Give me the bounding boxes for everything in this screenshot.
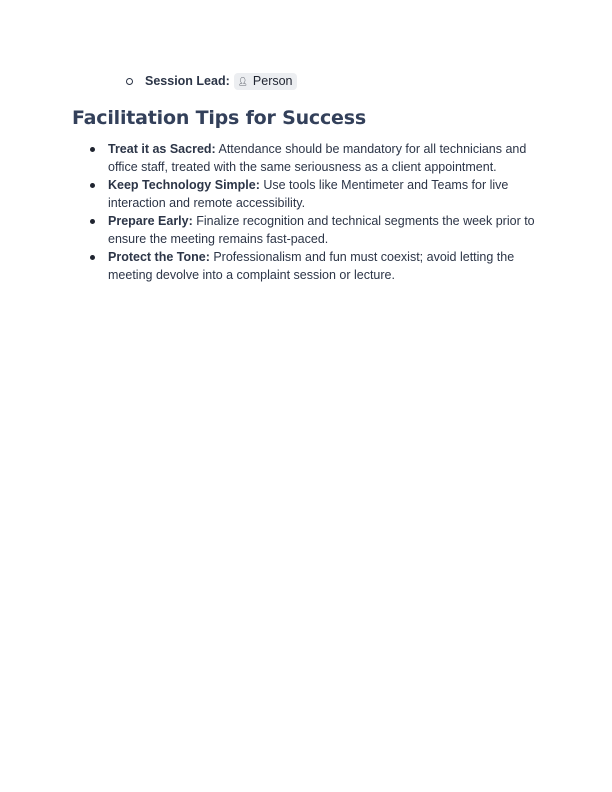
tips-list	[72, 140, 548, 284]
bullet-icon	[90, 183, 95, 188]
list-item	[72, 140, 548, 176]
hollow-bullet-icon	[126, 78, 133, 85]
tip-title: Protect the Tone:	[108, 250, 210, 264]
person-chip-text: Person	[252, 74, 293, 88]
person-chip[interactable]	[234, 73, 297, 90]
session-lead-row	[126, 71, 297, 91]
list-item	[72, 248, 548, 284]
tip-text: Finalize recognition and technical segments the week prior to ensure the meeting remains fast-paced.	[108, 214, 535, 246]
session-lead-label: Session Lead:	[145, 74, 230, 88]
tip-title: Treat it as Sacred:	[108, 142, 216, 156]
tip-text: Use tools like Mentimeter and Teams for live interaction and remote accessibility.	[108, 178, 509, 210]
bullet-icon	[90, 147, 95, 152]
list-item	[72, 212, 548, 248]
section-heading: Facilitation Tips for Success	[72, 107, 366, 129]
tip-text: Professionalism and fun must coexist; avoid letting the meeting devolve into a complaint session or lecture.	[108, 250, 515, 282]
bullet-icon	[90, 219, 95, 224]
tip-title: Keep Technology Simple:	[108, 178, 260, 192]
tip-text: Attendance should be mandatory for all technicians and office staff, treated with the same seriousness as a client appointment.	[108, 142, 527, 174]
tip-title: Prepare Early:	[108, 214, 193, 228]
person-icon: 👤︎	[237, 76, 248, 86]
bullet-icon	[90, 255, 95, 260]
list-item	[72, 176, 548, 212]
